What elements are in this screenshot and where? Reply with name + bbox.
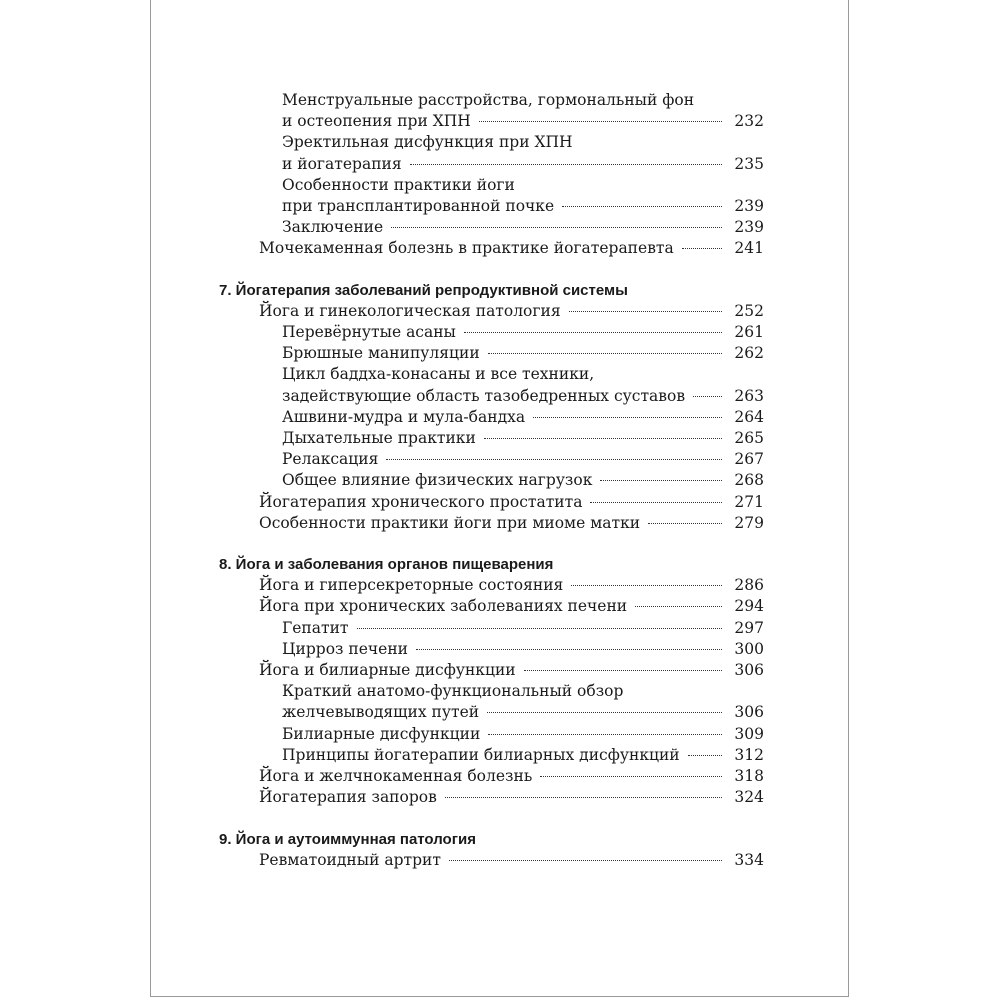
dot-leader <box>571 585 722 586</box>
toc-entry-title: желчевыводящих путей <box>282 703 480 722</box>
toc-entry <box>219 513 764 534</box>
dot-leader <box>635 606 722 607</box>
dot-leader <box>693 396 722 397</box>
dot-leader <box>449 860 722 861</box>
dot-leader <box>533 417 722 418</box>
dot-leader <box>479 121 722 122</box>
toc-entry <box>219 322 764 343</box>
chapter-heading: 8. Йога и заболевания органов пищеварения <box>219 556 554 574</box>
dot-leader <box>391 227 722 228</box>
page-number: 264 <box>734 407 764 426</box>
page-number: 265 <box>734 429 764 448</box>
toc-entry-title: Релаксация <box>282 450 379 469</box>
toc-entry-title: Особенности практики йоги при миоме матки <box>259 513 641 532</box>
toc-entry <box>219 575 764 596</box>
toc-entry <box>219 766 764 787</box>
page-number: 297 <box>734 618 764 637</box>
page-number: 239 <box>734 218 764 237</box>
dot-leader <box>464 332 722 333</box>
toc-entry <box>219 639 764 660</box>
dot-leader <box>540 776 722 777</box>
toc-entry-title: Принципы йогатерапии билиарных дисфункций <box>282 745 680 764</box>
toc-entry-title: Йогатерапия хронического простатита <box>259 492 583 511</box>
page-number: 263 <box>734 386 764 405</box>
dot-leader <box>590 502 722 503</box>
dot-leader <box>600 480 722 481</box>
dot-leader <box>682 248 722 249</box>
toc-entry <box>219 364 764 406</box>
toc-entry <box>219 407 764 428</box>
toc-entry <box>219 618 764 639</box>
chapter-heading: 9. Йога и аутоиммунная патология <box>219 830 476 848</box>
toc-entry-title: Дыхательные практики <box>282 429 476 448</box>
toc-entry-title: Цирроз печени <box>282 639 408 658</box>
page-number: 286 <box>734 576 764 595</box>
dot-leader <box>386 459 722 460</box>
toc-entry <box>219 470 764 491</box>
page-number: 267 <box>734 450 764 469</box>
toc-entry-title: Перевёрнутые асаны <box>282 323 456 342</box>
toc-entry-title: Билиарные дисфункции <box>282 724 481 743</box>
dot-leader <box>484 438 722 439</box>
page-number: 239 <box>734 197 764 216</box>
page-number: 232 <box>734 112 764 131</box>
page-number: 252 <box>734 301 764 320</box>
toc-entry-title-line: Краткий анатомо-функциональный обзор <box>282 682 624 701</box>
page-number: 324 <box>734 788 764 807</box>
toc-entry-title: Брюшные манипуляции <box>282 344 480 363</box>
dot-leader <box>648 523 722 524</box>
toc-entry <box>219 745 764 766</box>
toc-entry <box>219 660 764 681</box>
dot-leader <box>416 649 722 650</box>
table-of-contents <box>219 90 764 871</box>
toc-entry <box>219 428 764 449</box>
dot-leader <box>688 755 722 756</box>
toc-entry <box>219 217 764 238</box>
toc-entry <box>219 238 764 259</box>
toc-entry-title: Ревматоидный артрит <box>259 850 441 869</box>
toc-entry-title: Общее влияние физических нагрузок <box>282 471 593 490</box>
toc-entry <box>219 301 764 322</box>
toc-entry-title-line: Особенности практики йоги <box>282 175 515 194</box>
toc-entry-title: Йога и гинекологическая патология <box>259 301 561 320</box>
page-number: 262 <box>734 344 764 363</box>
dot-leader <box>488 734 722 735</box>
toc-entry-title: Йогатерапия запоров <box>259 788 437 807</box>
toc-entry-title: Ашвини-мудра и мула-бандха <box>282 407 526 426</box>
page-number: 241 <box>734 239 764 258</box>
dot-leader <box>487 712 722 713</box>
dot-leader <box>569 311 722 312</box>
page-number: 279 <box>734 513 764 532</box>
toc-entry-title: Йога и билиарные дисфункции <box>259 661 516 680</box>
toc-entry <box>219 343 764 364</box>
toc-entry-title: Мочекаменная болезнь в практике йогатерапевта <box>259 239 674 258</box>
page-number: 312 <box>734 745 764 764</box>
page-number: 294 <box>734 597 764 616</box>
page-number: 309 <box>734 724 764 743</box>
toc-entry-title: Заключение <box>282 218 384 237</box>
toc-entry-title-line: Цикл баддха-конасаны и все техники, <box>282 365 595 384</box>
toc-entry-title-line: Эректильная дисфункция при ХПН <box>282 133 573 152</box>
dot-leader <box>410 164 722 165</box>
toc-entry-title: Йога и гиперсекреторные состояния <box>259 576 564 595</box>
dot-leader <box>562 206 722 207</box>
dot-leader <box>445 797 722 798</box>
dot-leader <box>488 353 722 354</box>
toc-entry <box>219 850 764 871</box>
dot-leader <box>524 670 722 671</box>
toc-entry <box>219 132 764 174</box>
toc-entry-title: Гепатит <box>282 618 349 637</box>
page-number: 306 <box>734 703 764 722</box>
toc-entry <box>219 596 764 617</box>
page-number: 261 <box>734 323 764 342</box>
chapter-heading: 7. Йогатерапия заболеваний репродуктивной системы <box>219 281 628 299</box>
page-number: 235 <box>734 154 764 173</box>
toc-entry-title: Йога и желчнокаменная болезнь <box>259 767 533 786</box>
toc-entry <box>219 724 764 745</box>
page-number: 334 <box>734 850 764 869</box>
page-number: 271 <box>734 492 764 511</box>
toc-entry <box>219 787 764 808</box>
toc-entry-title: и остеопения при ХПН <box>282 112 471 131</box>
toc-entry <box>219 492 764 513</box>
toc-entry-title: Йога при хронических заболеваниях печени <box>259 597 628 616</box>
page-number: 300 <box>734 639 764 658</box>
toc-entry-title-line: Менструальные расстройства, гормональный фон <box>282 91 695 109</box>
page-number: 268 <box>734 471 764 490</box>
toc-entry-title: и йогатерапия <box>282 154 402 173</box>
toc-entry <box>219 681 764 723</box>
page-number: 306 <box>734 661 764 680</box>
page-number: 318 <box>734 767 764 786</box>
toc-entry <box>219 90 764 132</box>
toc-entry <box>219 175 764 217</box>
toc-entry-title: задействующие область тазобедренных суставов <box>282 386 686 405</box>
toc-entry <box>219 449 764 470</box>
toc-entry-title: при трансплантированной почке <box>282 197 555 216</box>
dot-leader <box>357 628 723 629</box>
